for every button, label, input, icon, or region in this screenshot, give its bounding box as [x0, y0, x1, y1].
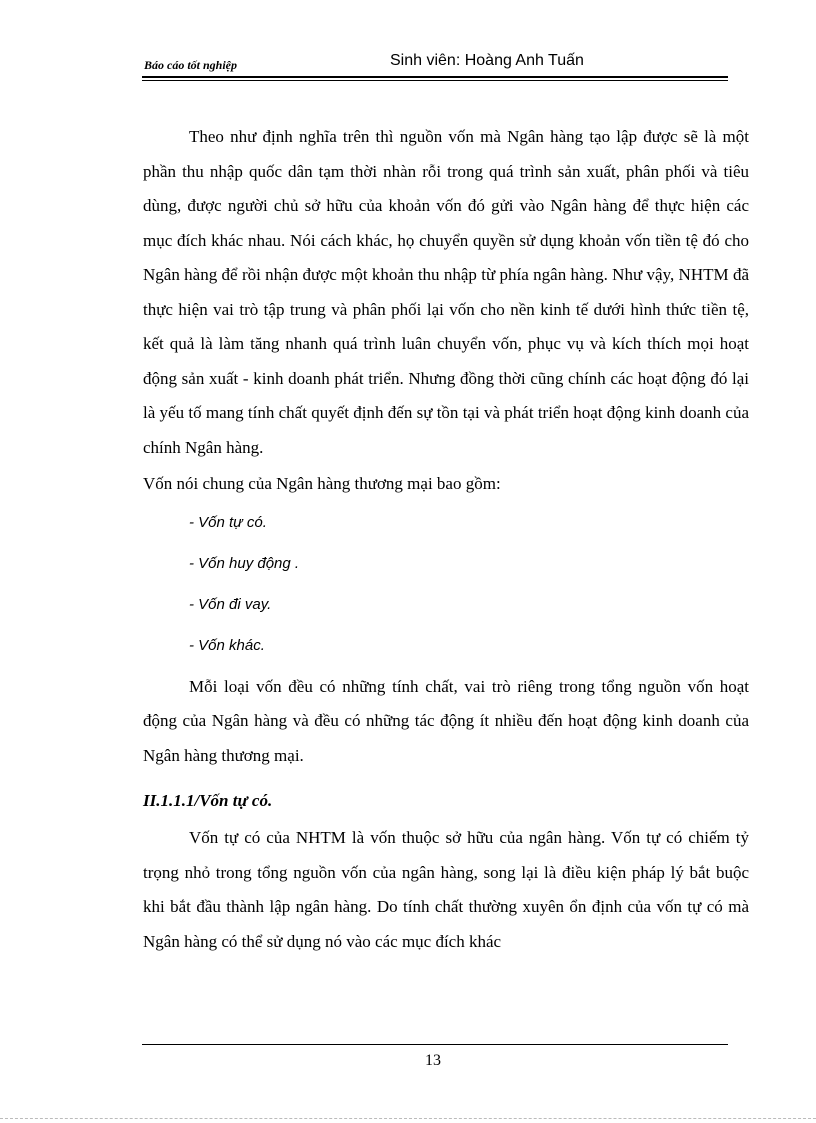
section-heading-own-capital: II.1.1.1/Vốn tự có.	[143, 791, 273, 810]
list-item-own-capital: - Vốn tự có.	[189, 513, 267, 531]
list-item-other-capital: - Vốn khác.	[189, 636, 265, 654]
header-rule-thick	[142, 76, 728, 78]
header-document-title: Báo cáo tốt nghiệp	[144, 58, 238, 72]
body-text	[143, 120, 749, 959]
list-item-mobilized-capital: - Vốn huy động .	[189, 554, 300, 572]
header-rule-thin	[142, 80, 728, 81]
page-header	[142, 52, 728, 78]
paragraph-own-capital: Vốn tự có của NHTM là vốn thuộc sở hữu của ngân hàng. Vốn tự có chiếm tỷ trọng nhỏ trong tổng nguồn vốn của ngân hàng, song lại là điều kiện pháp lý bắt buộc khi bắt đầu thành lập ngân hàng. Do tính chất thường xuyên ổn định của vốn tự có mà Ngân hàng có thể sử dụng nó vào các mục đích khác	[143, 828, 749, 951]
paragraph-funding-definition: Theo như định nghĩa trên thì nguồn vốn mà Ngân hàng tạo lập được sẽ là một phần thu nhập quốc dân tạm thời nhàn rỗi trong quá trình sản xuất, phân phối và tiêu dùng, được người chủ sở hữu của khoản vốn đó gửi vào Ngân hàng để thực hiện các mục đích khác nhau. Nói cách khác, họ chuyển quyền sử dụng khoản vốn tiền tệ đó cho Ngân hàng để rồi nhận được một khoản thu nhập từ phía ngân hàng. Như vậy, NHTM đã thực hiện vai trò tập trung và phân phối lại vốn cho nền kinh tế dưới hình thức tiền tệ, kết quả là làm tăng nhanh quá trình luân chuyển vốn, phục vụ và kích thích mọi hoạt động sản xuất - kinh doanh phát triển. Nhưng đồng thời cũng chính các hoạt động đó lại là yếu tố mang tính chất quyết định đến sự tồn tại và phát triển hoạt động kinh doanh của chính Ngân hàng.	[143, 127, 749, 457]
page-edge-divider	[0, 1118, 816, 1119]
footer-rule	[142, 1044, 728, 1045]
header-student-name: Sinh viên: Hoàng Anh Tuấn	[390, 52, 584, 69]
list-item-borrowed-capital: - Vốn đi vay.	[189, 595, 272, 613]
page-number: 13	[425, 1052, 441, 1069]
paragraph-capital-roles: Mỗi loại vốn đều có những tính chất, vai trò riêng trong tổng nguồn vốn hoạt động của Ngân hàng và đều có những tác động ít nhiều đến hoạt động kinh doanh của Ngân hàng thương mại.	[143, 676, 749, 765]
paragraph-capital-types-intro: Vốn nói chung của Ngân hàng thương mại bao gồm:	[143, 474, 501, 493]
